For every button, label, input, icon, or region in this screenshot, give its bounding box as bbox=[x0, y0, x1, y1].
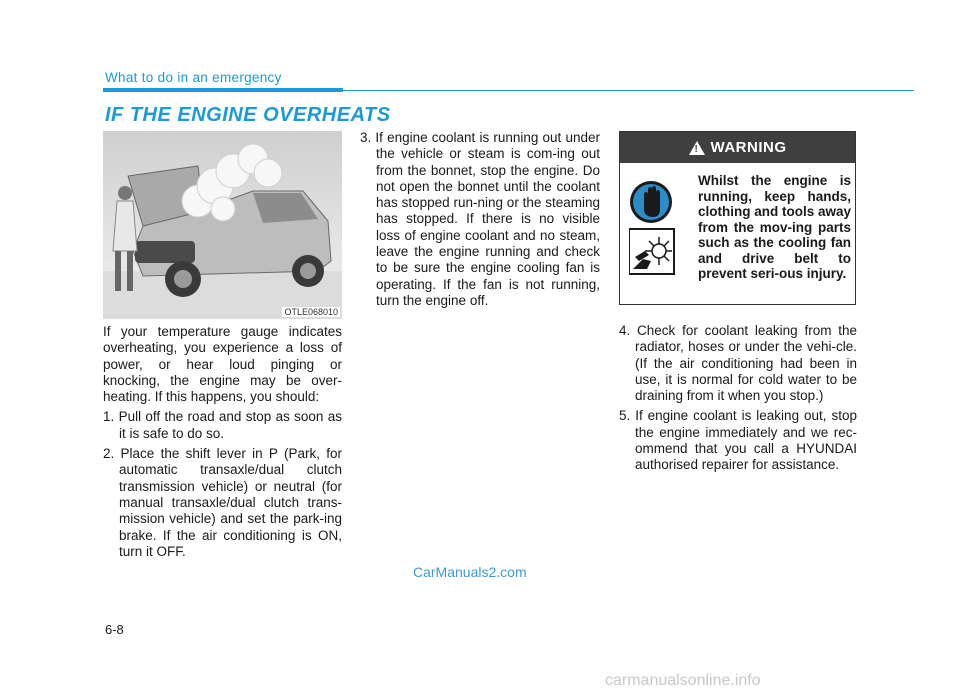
warning-box bbox=[619, 131, 856, 305]
list-item: 1. Pull off the road and stop as soon as it is safe to do so. bbox=[103, 409, 342, 441]
warning-text: Whilst the engine is running, keep hands, clothing and tools away from the mov-ing parts such as the cooling fan and drive belt to prevent seri-ous injury. bbox=[698, 173, 852, 281]
warning-icons bbox=[629, 177, 685, 292]
list-item: 2. Place the shift lever in P (Park, for automatic transaxle/dual clutch transmission vehicle) or neutral (for manual transaxle/dual clutch trans-mission vehicle) and set the park-ing brake. If the air conditioning is ON, turn it OFF. bbox=[103, 446, 342, 559]
car-steam-drawing bbox=[103, 131, 342, 319]
list-item: 3. If engine coolant is running out under the vehicle or steam is com-ing out from the bonnet, stop the engine. Do not open the bonnet until the coolant has stopped run-ning or the steaming has stopped. If there is no visible loss of engine coolant and no steam, leave the engine running and check to be sure the engine cooling fan is operating. If the fan is not running, turn the engine off. bbox=[360, 130, 600, 308]
intro-paragraph: If your temperature gauge indicates overheating, you experience a loss of power, or hear loud pinging or knocking, the engine may be over-heating. If this happens, you should: bbox=[103, 324, 342, 405]
column-2 bbox=[360, 130, 600, 309]
warning-triangle-icon: ! bbox=[689, 141, 705, 155]
page-title: IF THE ENGINE OVERHEATS bbox=[105, 104, 391, 126]
warning-header bbox=[620, 132, 855, 163]
stop-hand-icon bbox=[630, 181, 672, 223]
car-illustration bbox=[103, 131, 342, 319]
steps-list-3 bbox=[619, 323, 857, 474]
column-3 bbox=[619, 323, 857, 474]
list-item: 4. Check for coolant leaking from the radiator, hoses or under the vehi-cle. (If the air conditioning had been in use, it is normal for cold water to be draining from it when you stop.) bbox=[619, 323, 857, 404]
header-rule-thin bbox=[343, 90, 914, 91]
header-rule-thick bbox=[103, 88, 343, 92]
watermark-link[interactable]: CarManuals2.com bbox=[413, 564, 527, 580]
column-1 bbox=[103, 324, 342, 560]
steps-list-2 bbox=[360, 130, 600, 309]
warning-label: WARNING bbox=[710, 139, 787, 156]
footer-watermark: carmanualsonline.info bbox=[605, 672, 761, 689]
steps-list-1 bbox=[103, 409, 342, 560]
fan-hazard-icon bbox=[629, 229, 674, 274]
page-number: 6-8 bbox=[105, 622, 124, 637]
list-item: 5. If engine coolant is leaking out, stop the engine immediately and we rec-ommend that you call a HYUNDAI authorised repairer for assistance. bbox=[619, 408, 857, 473]
figure-code: OTLE068010 bbox=[284, 307, 338, 317]
section-header: What to do in an emergency bbox=[105, 70, 282, 85]
